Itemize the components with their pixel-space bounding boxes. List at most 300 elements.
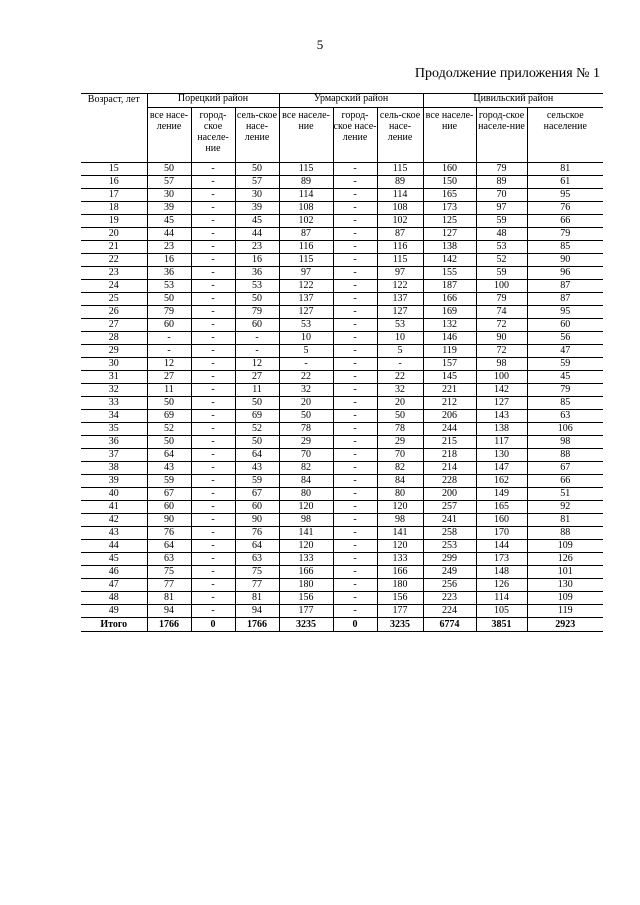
table-cell: 145: [423, 371, 476, 384]
table-row: [81, 605, 603, 618]
table-cell: 253: [423, 540, 476, 553]
district-header: Порецкий район: [147, 94, 279, 108]
age-cell: 43: [81, 527, 147, 540]
population-table: [81, 93, 603, 632]
table-cell: -: [333, 410, 377, 423]
table-cell: 108: [279, 202, 333, 215]
table-cell: 72: [476, 319, 527, 332]
table-cell: 59: [476, 267, 527, 280]
table-cell: 69: [147, 410, 191, 423]
table-cell: -: [333, 553, 377, 566]
table-cell: 155: [423, 267, 476, 280]
table-cell: 141: [279, 527, 333, 540]
table-cell: 95: [527, 306, 603, 319]
table-cell: -: [333, 423, 377, 436]
table-cell: -: [333, 488, 377, 501]
table-cell: -: [191, 241, 235, 254]
table-cell: -: [279, 358, 333, 371]
table-cell: -: [191, 527, 235, 540]
table-cell: 138: [423, 241, 476, 254]
table-cell: 130: [476, 449, 527, 462]
age-cell: 38: [81, 462, 147, 475]
table-cell: -: [191, 540, 235, 553]
table-cell: 120: [377, 540, 423, 553]
table-cell: 258: [423, 527, 476, 540]
age-cell: 30: [81, 358, 147, 371]
table-cell: 95: [527, 189, 603, 202]
table-cell: 122: [377, 280, 423, 293]
table-row: [81, 514, 603, 527]
table-cell: 53: [377, 319, 423, 332]
table-cell: 77: [147, 579, 191, 592]
table-cell: -: [191, 384, 235, 397]
table-cell: 92: [527, 501, 603, 514]
table-row: [81, 358, 603, 371]
table-cell: 98: [527, 436, 603, 449]
table-cell: 1766: [235, 618, 279, 632]
table-cell: -: [191, 423, 235, 436]
table-cell: 70: [279, 449, 333, 462]
table-cell: -: [191, 254, 235, 267]
table-cell: 81: [147, 592, 191, 605]
table-cell: -: [333, 358, 377, 371]
table-cell: 177: [279, 605, 333, 618]
table-cell: 218: [423, 449, 476, 462]
table-cell: 76: [147, 527, 191, 540]
table-cell: 98: [476, 358, 527, 371]
age-cell: 24: [81, 280, 147, 293]
table-cell: 224: [423, 605, 476, 618]
table-cell: -: [333, 384, 377, 397]
table-cell: 52: [235, 423, 279, 436]
age-cell: 20: [81, 228, 147, 241]
table-cell: 87: [279, 228, 333, 241]
table-cell: 141: [377, 527, 423, 540]
table-row: [81, 241, 603, 254]
table-cell: 29: [377, 436, 423, 449]
table-cell: 63: [147, 553, 191, 566]
table-cell: 50: [147, 397, 191, 410]
table-row: [81, 488, 603, 501]
table-cell: 120: [377, 501, 423, 514]
table-cell: 165: [423, 189, 476, 202]
table-cell: 94: [235, 605, 279, 618]
age-cell: 41: [81, 501, 147, 514]
table-cell: 1766: [147, 618, 191, 632]
table-row: [81, 397, 603, 410]
table-cell: 228: [423, 475, 476, 488]
table-cell: 116: [377, 241, 423, 254]
table-cell: 241: [423, 514, 476, 527]
table-row: [81, 436, 603, 449]
table-cell: 6774: [423, 618, 476, 632]
table-cell: 60: [147, 319, 191, 332]
table-row: [81, 176, 603, 189]
table-cell: 133: [377, 553, 423, 566]
table-cell: 64: [147, 449, 191, 462]
table-row: [81, 462, 603, 475]
district-header: Урмарский район: [279, 94, 423, 108]
table-cell: 80: [377, 488, 423, 501]
total-label: Итого: [81, 618, 147, 632]
table-cell: -: [191, 319, 235, 332]
table-cell: 59: [147, 475, 191, 488]
table-cell: 212: [423, 397, 476, 410]
table-cell: 109: [527, 540, 603, 553]
table-cell: 59: [235, 475, 279, 488]
table-cell: 53: [476, 241, 527, 254]
age-cell: 23: [81, 267, 147, 280]
table-cell: -: [191, 228, 235, 241]
table-cell: -: [191, 501, 235, 514]
table-cell: 52: [147, 423, 191, 436]
table-cell: 45: [527, 371, 603, 384]
table-cell: 67: [147, 488, 191, 501]
table-cell: 214: [423, 462, 476, 475]
table-cell: -: [333, 176, 377, 189]
table-cell: 43: [147, 462, 191, 475]
table-cell: 122: [279, 280, 333, 293]
table-row: [81, 423, 603, 436]
table-cell: 79: [476, 163, 527, 176]
table-cell: -: [333, 449, 377, 462]
table-cell: 79: [527, 384, 603, 397]
table-cell: 114: [377, 189, 423, 202]
table-cell: -: [191, 592, 235, 605]
column-header: сельское население: [527, 108, 603, 163]
table-cell: 67: [527, 462, 603, 475]
table-cell: 126: [476, 579, 527, 592]
age-cell: 18: [81, 202, 147, 215]
table-cell: 52: [476, 254, 527, 267]
table-cell: -: [333, 371, 377, 384]
table-cell: 170: [476, 527, 527, 540]
table-cell: 90: [235, 514, 279, 527]
table-cell: 146: [423, 332, 476, 345]
district-header: Цивильский район: [423, 94, 603, 108]
column-header: сель-ское насе-ление: [235, 108, 279, 163]
table-cell: 166: [423, 293, 476, 306]
table-cell: 60: [235, 319, 279, 332]
table-cell: 12: [235, 358, 279, 371]
table-cell: 60: [527, 319, 603, 332]
table-cell: 215: [423, 436, 476, 449]
table-cell: 156: [377, 592, 423, 605]
table-cell: 79: [476, 293, 527, 306]
age-cell: 21: [81, 241, 147, 254]
table-cell: 166: [279, 566, 333, 579]
table-row: [81, 319, 603, 332]
table-cell: -: [191, 410, 235, 423]
table-cell: -: [191, 202, 235, 215]
table-cell: 45: [235, 215, 279, 228]
table-row: [81, 566, 603, 579]
table-cell: -: [191, 280, 235, 293]
table-cell: 53: [147, 280, 191, 293]
table-cell: 16: [235, 254, 279, 267]
table-cell: 47: [527, 345, 603, 358]
table-row: [81, 592, 603, 605]
table-cell: 90: [476, 332, 527, 345]
table-cell: 133: [279, 553, 333, 566]
table-cell: 100: [476, 371, 527, 384]
table-cell: 64: [147, 540, 191, 553]
column-header: город-ское населе-ние: [191, 108, 235, 163]
table-cell: 100: [476, 280, 527, 293]
table-cell: 64: [235, 540, 279, 553]
table-cell: -: [191, 176, 235, 189]
table-cell: 69: [235, 410, 279, 423]
table-cell: 257: [423, 501, 476, 514]
age-cell: 46: [81, 566, 147, 579]
table-cell: 90: [147, 514, 191, 527]
table-cell: 206: [423, 410, 476, 423]
table-cell: 78: [377, 423, 423, 436]
table-cell: 223: [423, 592, 476, 605]
table-cell: -: [191, 566, 235, 579]
table-cell: 20: [279, 397, 333, 410]
table-cell: 87: [527, 293, 603, 306]
table-cell: 142: [476, 384, 527, 397]
table-cell: 23: [235, 241, 279, 254]
table-cell: 116: [279, 241, 333, 254]
table-cell: 117: [476, 436, 527, 449]
table-cell: 50: [235, 293, 279, 306]
table-cell: -: [191, 345, 235, 358]
table-row: [81, 475, 603, 488]
table-cell: 5: [279, 345, 333, 358]
age-cell: 17: [81, 189, 147, 202]
table-cell: 11: [147, 384, 191, 397]
table-row: [81, 345, 603, 358]
table-cell: 53: [279, 319, 333, 332]
table-cell: -: [333, 319, 377, 332]
age-cell: 29: [81, 345, 147, 358]
table-cell: -: [191, 462, 235, 475]
table-cell: -: [333, 202, 377, 215]
table-cell: 109: [527, 592, 603, 605]
table-row: [81, 293, 603, 306]
table-cell: 29: [279, 436, 333, 449]
table-cell: -: [147, 332, 191, 345]
table-cell: 53: [235, 280, 279, 293]
table-cell: 63: [527, 410, 603, 423]
table-cell: 187: [423, 280, 476, 293]
table-cell: 36: [235, 267, 279, 280]
table-cell: -: [333, 267, 377, 280]
table-cell: 127: [279, 306, 333, 319]
age-cell: 40: [81, 488, 147, 501]
table-cell: 50: [147, 293, 191, 306]
table-cell: 126: [527, 553, 603, 566]
table-cell: 44: [147, 228, 191, 241]
table-cell: 60: [235, 501, 279, 514]
table-row: [81, 553, 603, 566]
table-cell: 156: [279, 592, 333, 605]
table-cell: -: [333, 254, 377, 267]
table-row: [81, 267, 603, 280]
table-cell: 200: [423, 488, 476, 501]
table-cell: -: [191, 449, 235, 462]
table-cell: -: [191, 371, 235, 384]
table-cell: 97: [476, 202, 527, 215]
table-cell: 22: [279, 371, 333, 384]
table-cell: -: [235, 332, 279, 345]
table-cell: 125: [423, 215, 476, 228]
table-cell: 130: [527, 579, 603, 592]
table-cell: 45: [147, 215, 191, 228]
table-cell: 85: [527, 241, 603, 254]
age-cell: 22: [81, 254, 147, 267]
table-cell: 59: [527, 358, 603, 371]
table-cell: 39: [147, 202, 191, 215]
table-cell: 30: [235, 189, 279, 202]
table-cell: 97: [279, 267, 333, 280]
table-cell: 76: [235, 527, 279, 540]
table-row: [81, 527, 603, 540]
table-cell: 32: [279, 384, 333, 397]
table-cell: 150: [423, 176, 476, 189]
age-cell: 42: [81, 514, 147, 527]
table-cell: 89: [377, 176, 423, 189]
table-cell: 36: [147, 267, 191, 280]
table-cell: -: [191, 306, 235, 319]
table-cell: 12: [147, 358, 191, 371]
column-header: город-ское населе-ние: [476, 108, 527, 163]
table-cell: 75: [147, 566, 191, 579]
table-cell: 70: [377, 449, 423, 462]
age-cell: 27: [81, 319, 147, 332]
table-cell: 115: [377, 254, 423, 267]
age-cell: 15: [81, 163, 147, 176]
table-row: [81, 254, 603, 267]
table-cell: -: [191, 397, 235, 410]
table-cell: 72: [476, 345, 527, 358]
table-cell: 70: [476, 189, 527, 202]
table-cell: 87: [527, 280, 603, 293]
age-cell: 31: [81, 371, 147, 384]
table-cell: 75: [235, 566, 279, 579]
age-cell: 28: [81, 332, 147, 345]
table-row: [81, 449, 603, 462]
table-cell: 82: [377, 462, 423, 475]
table-cell: 79: [235, 306, 279, 319]
table-cell: 27: [235, 371, 279, 384]
table-cell: 127: [423, 228, 476, 241]
table-cell: -: [191, 189, 235, 202]
table-cell: 10: [377, 332, 423, 345]
table-cell: 142: [423, 254, 476, 267]
age-cell: 16: [81, 176, 147, 189]
table-cell: 39: [235, 202, 279, 215]
age-cell: 48: [81, 592, 147, 605]
table-cell: 23: [147, 241, 191, 254]
table-cell: 59: [476, 215, 527, 228]
age-cell: 39: [81, 475, 147, 488]
table-cell: 89: [279, 176, 333, 189]
table-cell: 98: [377, 514, 423, 527]
table-row: [81, 189, 603, 202]
table-cell: 120: [279, 540, 333, 553]
table-cell: 88: [527, 449, 603, 462]
table-row: [81, 306, 603, 319]
table-cell: 96: [527, 267, 603, 280]
table-cell: 0: [191, 618, 235, 632]
table-cell: -: [333, 293, 377, 306]
table-row: [81, 228, 603, 241]
table-cell: 50: [147, 436, 191, 449]
table-cell: 102: [377, 215, 423, 228]
table-cell: 180: [377, 579, 423, 592]
table-cell: -: [333, 332, 377, 345]
table-cell: 143: [476, 410, 527, 423]
table-cell: 61: [527, 176, 603, 189]
table-row: [81, 501, 603, 514]
table-cell: -: [147, 345, 191, 358]
age-header: Возраст, лет: [81, 94, 147, 163]
table-cell: 79: [147, 306, 191, 319]
table-cell: -: [191, 215, 235, 228]
table-cell: 299: [423, 553, 476, 566]
table-cell: -: [333, 241, 377, 254]
table-row: [81, 163, 603, 176]
table-cell: 5: [377, 345, 423, 358]
table-cell: 106: [527, 423, 603, 436]
age-cell: 26: [81, 306, 147, 319]
table-cell: -: [333, 592, 377, 605]
table-cell: 50: [235, 436, 279, 449]
table-cell: 0: [333, 618, 377, 632]
table-cell: 115: [377, 163, 423, 176]
table-cell: 66: [527, 475, 603, 488]
table-cell: 88: [527, 527, 603, 540]
table-cell: 27: [147, 371, 191, 384]
table-cell: 30: [147, 189, 191, 202]
table-cell: 127: [377, 306, 423, 319]
continuation-title: Продолжение приложения № 1: [414, 66, 600, 81]
table-cell: 98: [279, 514, 333, 527]
age-cell: 44: [81, 540, 147, 553]
table-cell: -: [333, 397, 377, 410]
table-cell: 144: [476, 540, 527, 553]
table-cell: -: [191, 475, 235, 488]
table-cell: 165: [476, 501, 527, 514]
table-cell: 120: [279, 501, 333, 514]
table-cell: 64: [235, 449, 279, 462]
table-cell: 63: [235, 553, 279, 566]
table-cell: 79: [527, 228, 603, 241]
table-cell: 157: [423, 358, 476, 371]
table-cell: -: [191, 163, 235, 176]
column-header: сель-ское насе-ление: [377, 108, 423, 163]
table-cell: -: [333, 436, 377, 449]
age-cell: 36: [81, 436, 147, 449]
age-cell: 33: [81, 397, 147, 410]
table-cell: -: [333, 215, 377, 228]
table-cell: -: [333, 579, 377, 592]
table-cell: 81: [235, 592, 279, 605]
table-cell: 249: [423, 566, 476, 579]
table-cell: -: [333, 605, 377, 618]
table-cell: -: [333, 345, 377, 358]
table-cell: 3235: [279, 618, 333, 632]
table-cell: -: [191, 514, 235, 527]
table-cell: 90: [527, 254, 603, 267]
table-cell: -: [191, 605, 235, 618]
table-row: [81, 280, 603, 293]
page-number: 5: [316, 37, 324, 52]
table-cell: 22: [377, 371, 423, 384]
